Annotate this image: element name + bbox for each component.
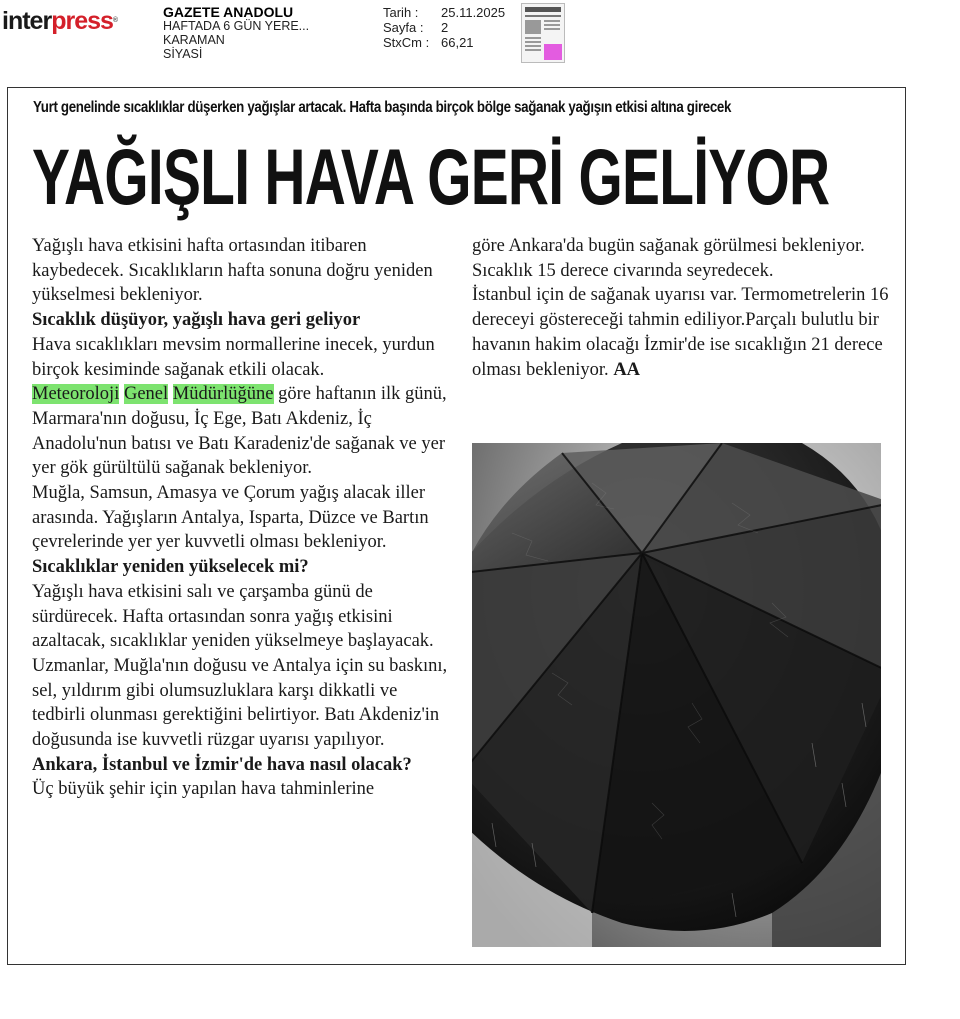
subheading: Sıcaklık düşüyor, yağışlı hava geri geliyor [32, 310, 361, 331]
publication-frequency: HAFTADA 6 GÜN YERE... [163, 19, 310, 33]
paragraph: Muğla, Samsun, Amasya ve Çorum yağış alacak iller arasında. Yağışların Antalya, Isparta, Düzce ve Bartın çevrelerinde yer yer kuvvetli olması bekleniyor. [32, 483, 429, 553]
agency-credit: AA [613, 359, 641, 380]
publication-city: KARAMAN [163, 33, 225, 47]
clipping-meta [383, 5, 505, 50]
meta-date-label: Tarih : [383, 5, 419, 20]
paragraph: Yağışlı hava etkisini salı ve çarşamba günü de sürdürecek. Hafta ortasından sonra yağış etkisini azaltacak, sıcaklıklar yeniden yükselmeye başlayacak. [32, 581, 434, 652]
publication-section: SİYASİ [163, 47, 203, 61]
paragraph: Hava sıcaklıkları mevsim normallerine inecek, yurdun birçok kesiminde sağanak etkili olacak. [32, 334, 435, 380]
page-thumbnail-icon[interactable] [521, 3, 565, 63]
paragraph-text: İstanbul için de sağanak uyarısı var. Termometrelerin 16 dereceyi göstereceği tahmin ediliyor.Parçalı bulutlu bir havanın hakim olacağı İzmir'de ise sıcaklığın 21 derece olması bekleniyor. [472, 285, 889, 380]
paragraph: Üç büyük şehir için yapılan hava tahminlerine [32, 779, 375, 800]
meta-stxcm-row [383, 35, 505, 50]
highlighted-term: Meteoroloji [32, 384, 120, 405]
paragraph [32, 382, 452, 481]
paragraph-text: göre haftanın ilk günü, Marmara'nın doğusu, İç Ege, Batı Akdeniz, İç Anadolu'nun batısı ve Batı Karadeniz'de sağanak ve yer yer gök gürültülü sağanak bekleniyor. [32, 384, 447, 479]
meta-date-value: 25.11.2025 [441, 5, 506, 20]
thumbnail-highlight [544, 44, 562, 60]
meta-stxcm-value: 66,21 [441, 35, 474, 50]
meta-page-value: 2 [441, 20, 449, 35]
paragraph [472, 283, 892, 382]
article-column-1 [32, 234, 452, 802]
paragraph: göre Ankara'da bugün sağanak görülmesi bekleniyor. Sıcaklık 15 derece civarında seyredecek. [472, 236, 865, 281]
umbrella-image-icon [472, 443, 881, 947]
subheading: Sıcaklıklar yeniden yükselecek mi? [32, 557, 309, 578]
interpress-logo: interpress® [2, 7, 119, 35]
paragraph: Uzmanlar, Muğla'nın doğusu ve Antalya için su baskını, sel, yıldırım gibi olumsuzluklara karşı dikkatli ve tedbirli olunması gerektiğini belirtiyor. Batı Akdeniz'in doğusunda ise kuvvetli rüzgar uyarısı yapılıyor. [32, 655, 448, 751]
article-kicker: Yurt genelinde sıcaklıklar düşerken yağışlar artacak. Hafta başında birçok bölge sağanak yağışın etkisi altına girecek [33, 99, 732, 116]
publication-info [163, 5, 309, 61]
article-column-2 [472, 234, 892, 382]
meta-page-row [383, 20, 505, 35]
umbrella-photo [472, 443, 881, 947]
highlighted-term: Müdürlüğüne [172, 384, 274, 405]
highlighted-term: Genel [123, 384, 169, 405]
meta-stxcm-label: StxCm : [383, 35, 430, 50]
article-headline: YAĞIŞLI HAVA GERİ GELİYOR [32, 132, 830, 221]
meta-date-row [383, 5, 505, 20]
subheading: Ankara, İstanbul ve İzmir'de hava nasıl olacak? [32, 754, 412, 775]
meta-page-label: Sayfa : [383, 20, 424, 35]
publication-name: GAZETE ANADOLU [163, 4, 294, 20]
paragraph: Yağışlı hava etkisini hafta ortasından itibaren kaybedecek. Sıcaklıkların hafta sonuna doğru yeniden yükselmesi bekleniyor. [32, 236, 433, 306]
